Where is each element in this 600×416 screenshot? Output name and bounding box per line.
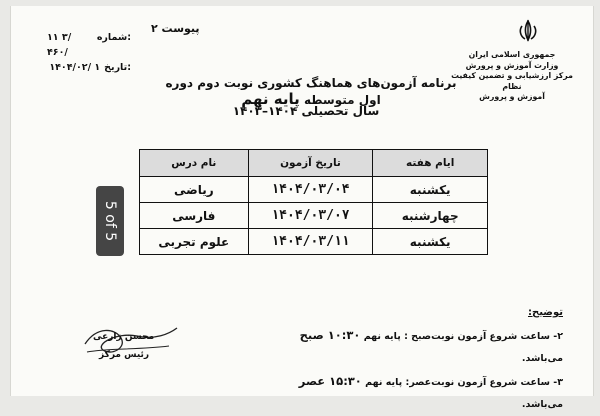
- letter-number-row: [47, 30, 131, 60]
- org-line-1: جمهوری اسلامی ایران: [468, 50, 556, 59]
- org-line-3: مرکز ارزشیابی و تضمین کیفیت نظام: [451, 71, 573, 91]
- cell-exam-date: ۱۴۰۴/۰۳/۰۴: [248, 177, 373, 203]
- note-afternoon-time: ۱۵:۳۰ عصر: [298, 374, 362, 388]
- signature-scribble: [77, 322, 187, 372]
- cell-weekday: یکشنبه: [373, 177, 488, 203]
- org-line-4: آموزش و پرورش: [479, 92, 545, 101]
- org-line-2: وزارت آموزش و پرورش: [465, 60, 559, 70]
- cell-subject: ریاضی: [140, 177, 249, 203]
- header-subject: نام درس: [140, 150, 249, 177]
- letter-date-label: تاریخ:: [104, 62, 131, 73]
- cell-weekday: یکشنبه: [373, 229, 488, 255]
- note-morning-suffix: می‌باشد.: [521, 353, 563, 364]
- note-afternoon: [263, 370, 563, 416]
- attachment-label: پیوست ۲: [151, 22, 200, 35]
- table-row: [140, 177, 488, 203]
- table-row: [140, 229, 488, 255]
- header-exam-date: تاریخ آزمون: [248, 150, 373, 177]
- letter-date-row: [47, 60, 131, 75]
- header-weekday: ایام هفته: [373, 150, 488, 177]
- organization-header: [447, 50, 577, 103]
- iran-emblem-icon: [503, 18, 553, 44]
- academic-year: سال تحصیلی ۱۴۰۴–۱۴۰۳: [232, 104, 380, 118]
- notes-section: [263, 302, 563, 416]
- signer-role: رئیس مرکز: [99, 350, 150, 360]
- cell-exam-date: ۱۴۰۴/۰۳/۱۱: [248, 229, 373, 255]
- cell-weekday: چهارشنبه: [373, 203, 488, 229]
- letter-meta: [47, 30, 131, 75]
- letter-number-value: ۱۱ ۳/ ۴۶۰/: [47, 32, 72, 58]
- letter-date-value: ۱۴۰۴/۰۲/ ۱: [49, 62, 101, 73]
- note-afternoon-suffix: می‌باشد.: [521, 399, 563, 410]
- letter-number-label: شماره:: [96, 32, 131, 43]
- cell-subject: علوم تجربی: [140, 229, 249, 255]
- title-main: برنامه آزمون‌های هماهنگ کشوری نوبت دوم دوره اول متوسطه: [165, 76, 457, 107]
- cell-subject: فارسی: [140, 203, 249, 229]
- exam-schedule-table: [139, 149, 488, 255]
- table-row: [140, 203, 488, 229]
- note-morning-time: ۱۰:۳۰ صبح: [299, 328, 361, 342]
- note-morning: [263, 324, 563, 370]
- note-afternoon-text: ۳- ساعت شروع آزمون نوبت‌عصر: پایه نهم: [365, 377, 563, 388]
- signer-name: محسن زارعی: [93, 332, 155, 342]
- notes-heading: توضیح:: [528, 307, 563, 318]
- cell-exam-date: ۱۴۰۴/۰۳/۰۷: [248, 203, 373, 229]
- note-morning-text: ۲- ساعت شروع آزمون نوبت‌صبح : پایه نهم: [363, 331, 563, 342]
- page-counter-text: 5 of 5: [102, 200, 118, 242]
- table-header-row: [140, 150, 488, 177]
- page-counter-badge: [96, 186, 124, 256]
- title-grade: پایه نهم: [241, 90, 300, 108]
